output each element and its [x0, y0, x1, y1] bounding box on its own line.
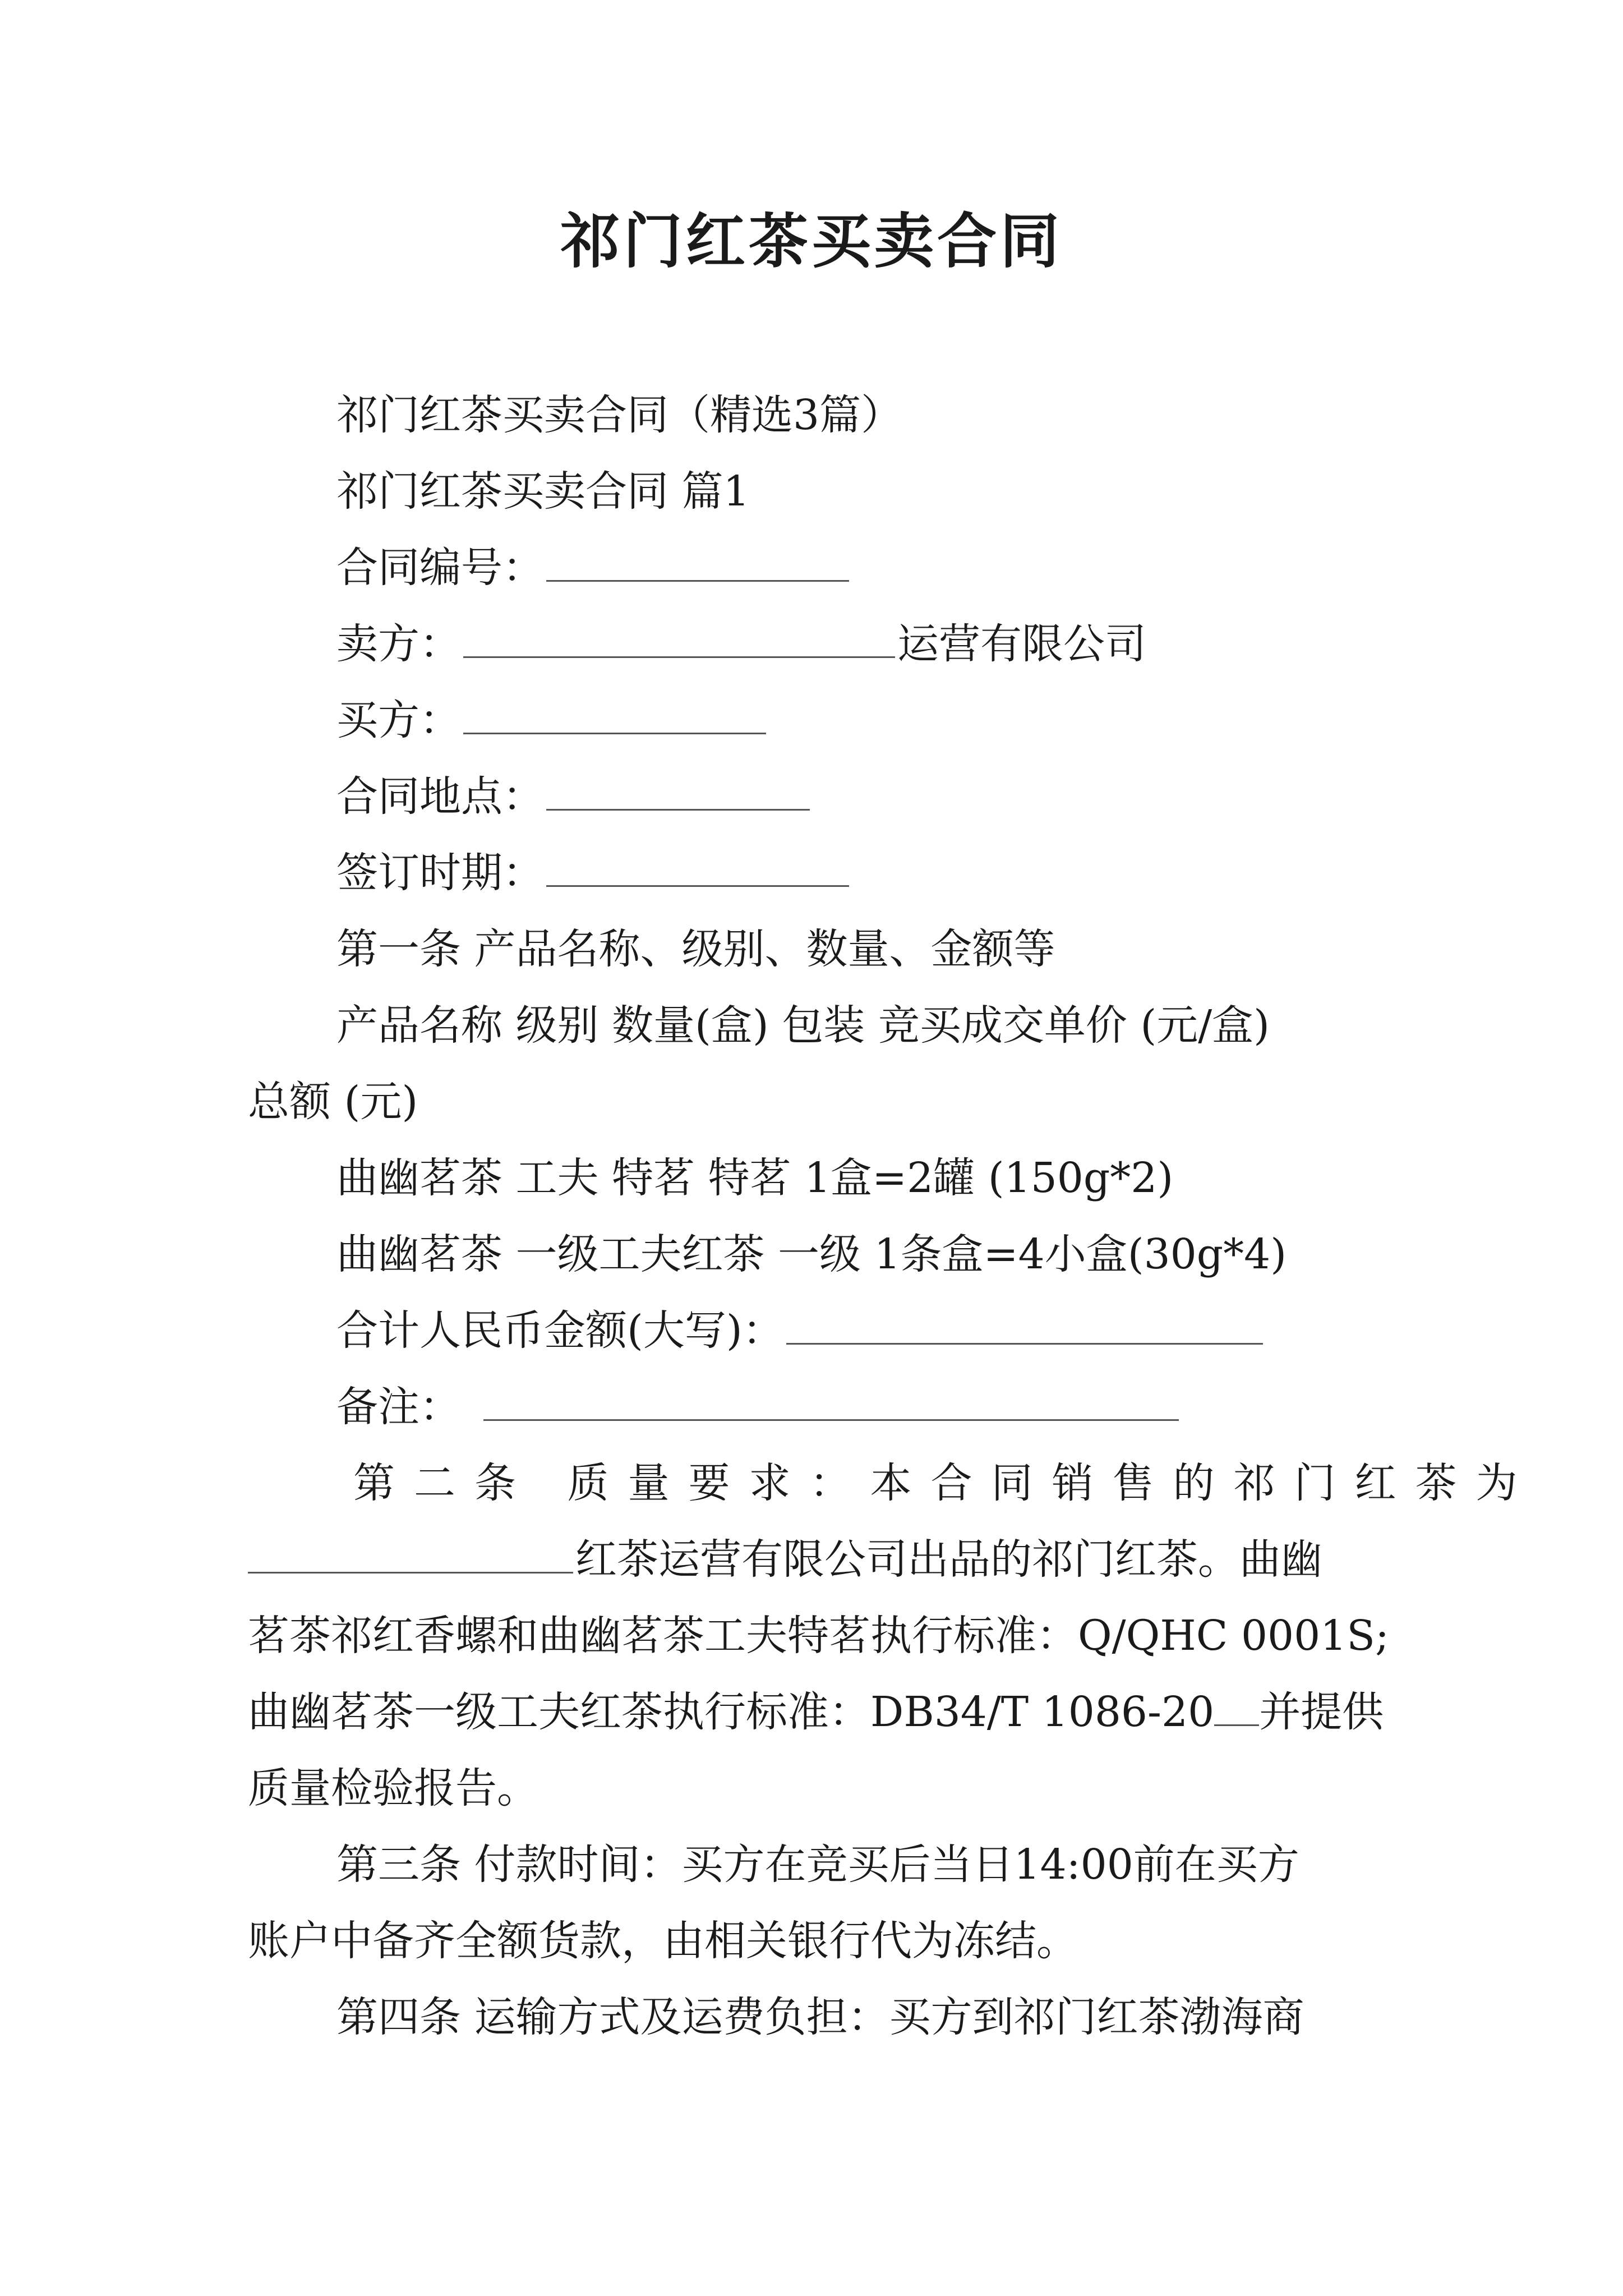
remark-line [336, 1379, 1181, 1435]
date-label: 签订时期： [336, 849, 544, 897]
total-line [336, 1303, 1265, 1359]
place-line [336, 769, 812, 825]
seller-blank [463, 617, 895, 658]
article2-line5: 质量检验报告。 [248, 1764, 538, 1812]
table-row-2: 曲幽茗茶 一级工夫红茶 一级 1条盒=4小盒(30g*4) [336, 1230, 1287, 1278]
table-row-1: 曲幽茗茶 工夫 特茗 特茗 1盒=2罐 (150g*2) [336, 1154, 1174, 1202]
article2-line1: 第二条 质量要求：本合同销售的祁门红茶为 [353, 1459, 1537, 1507]
remark-blank [483, 1380, 1179, 1421]
article2-line4-text-a: 曲幽茗茶一级工夫红茶执行标准：DB34/T 1086-20 [248, 1688, 1215, 1736]
total-blank [786, 1304, 1263, 1345]
date-line [336, 845, 851, 901]
total-label: 合计人民币金额(大写)： [336, 1306, 784, 1355]
article2-line2-text: 红茶运营有限公司出品的祁门红茶。曲幽 [575, 1535, 1322, 1584]
table-header-line1: 产品名称 级别 数量(盒) 包装 竞买成交单价 (元/盒) [336, 1001, 1270, 1050]
article2-line4 [248, 1684, 1384, 1740]
buyer-blank [463, 693, 766, 734]
date-blank [546, 846, 849, 887]
article3-line2: 账户中备齐全额货款，由相关银行代为冻结。 [248, 1917, 1078, 1965]
article2-blank [248, 1533, 573, 1573]
document-title: 祁门红茶买卖合同 [560, 206, 1063, 276]
place-label: 合同地点： [336, 772, 544, 821]
contract-no-blank [546, 541, 849, 582]
article3-line1: 第三条 付款时间：买方在竞买后当日14:00前在买方 [336, 1841, 1299, 1889]
part-heading: 祁门红茶买卖合同 篇1 [336, 467, 750, 516]
article2-line3: 茗茶祁红香螺和曲幽茗茶工夫特茗执行标准：Q/QHC 0001S; [248, 1612, 1389, 1660]
contract-no-line [336, 540, 851, 596]
article1-heading: 第一条 产品名称、级别、数量、金额等 [336, 925, 1055, 973]
article4-line1: 第四条 运输方式及运费负担：买方到祁门红茶渤海商 [336, 1993, 1304, 2041]
buyer-label: 买方： [336, 696, 461, 744]
article2-line4-text-b: 并提供 [1259, 1688, 1384, 1736]
subtitle: 祁门红茶买卖合同（精选3篇） [336, 391, 903, 439]
seller-label: 卖方： [336, 620, 461, 668]
table-header-line2: 总额 (元) [248, 1078, 418, 1126]
place-blank [546, 770, 810, 811]
seller-suffix: 运营有限公司 [897, 620, 1146, 668]
article2-year-blank [1214, 1685, 1259, 1726]
article2-line2 [248, 1531, 1322, 1588]
contract-no-label: 合同编号： [336, 544, 544, 592]
seller-line [336, 616, 1146, 672]
buyer-line [336, 692, 768, 748]
remark-label: 备注： [336, 1383, 461, 1431]
